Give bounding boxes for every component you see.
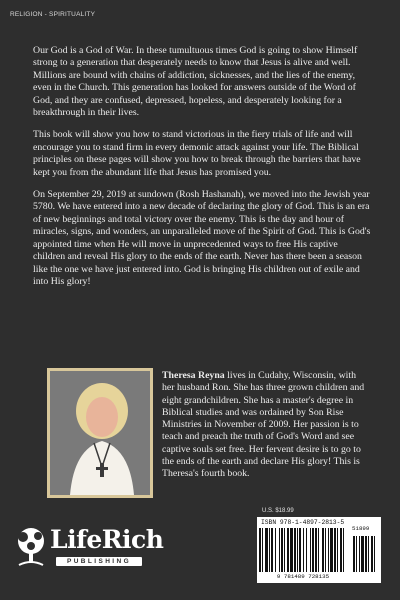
author-section [32, 350, 372, 490]
publisher-name: LifeRich [50, 525, 164, 554]
author-bio-text: lives in Cudahy, Wisconsin, with her husband Ron. She has three grown children and eight grandchildren. She has a master's degree in Biblical studies and was ordained by Son Rise Ministries in November of 2009. Her passion is to teach and preach the truth of God's Word and see captive souls set free. Her fervent desire is to go to the ends of the earth and declare His glory! This is Theresa's fourth book. [162, 370, 365, 480]
paragraph-1: Our God is a God of War. In these tumultuous times God is going to show Himself strong to a generation that desperately needs to know that Jesus is alive and well. Millions are bound with chains of addiction, sicknesses, and the lies of the enemy, even in the Church. This generation has looked for answers outside of the Word of God, and they are confused, depressed, hopeless, and desperately looking for a breakthrough in their lives. [33, 45, 358, 119]
barcode-digits: 9 781489 728135 [276, 573, 330, 580]
barcode-main [259, 528, 379, 573]
author-bio [162, 370, 367, 481]
author-photo [47, 368, 153, 498]
isbn-barcode [257, 517, 381, 583]
publisher-subtitle: PUBLISHING [56, 557, 142, 566]
price-label: U.S. $18.99 [262, 508, 294, 514]
barcode-addon-digits: 51899 [352, 525, 370, 532]
tree-icon [14, 527, 48, 567]
publisher-logo [14, 523, 164, 573]
paragraph-2: This book will show you how to stand victorious in the fiery trials of life and will encourage you to stand firm in every demonic attack against your life. The Biblical principles on these pages will show you how to break through the barriers that have kept you from the abundant life that Jesus has promised you. [33, 129, 361, 178]
back-cover-description [33, 45, 371, 298]
isbn-label: ISBN 978-1-4897-2813-5 [261, 519, 345, 526]
category-label: RELIGION - SPIRITUALITY [10, 11, 96, 18]
author-name: Theresa Reyna [162, 370, 225, 381]
paragraph-3: On September 29, 2019 at sundown (Rosh Hashanah), we moved into the Jewish year 5780. We have entered into a new decade of declaring the glory of God. This is an era of new beginnings and total victory over the enemy. This is the day and hour of miracles, signs, and wonders, an unparalleled move of the Spirit of God. This is God's appointed time when He will move in unprecedented ways to free His captive children and reveal His glory to the ends of the earth. Never has there been a season like the one we have just entered into. God is bringing His children out of exile and into His glory! [33, 189, 371, 287]
